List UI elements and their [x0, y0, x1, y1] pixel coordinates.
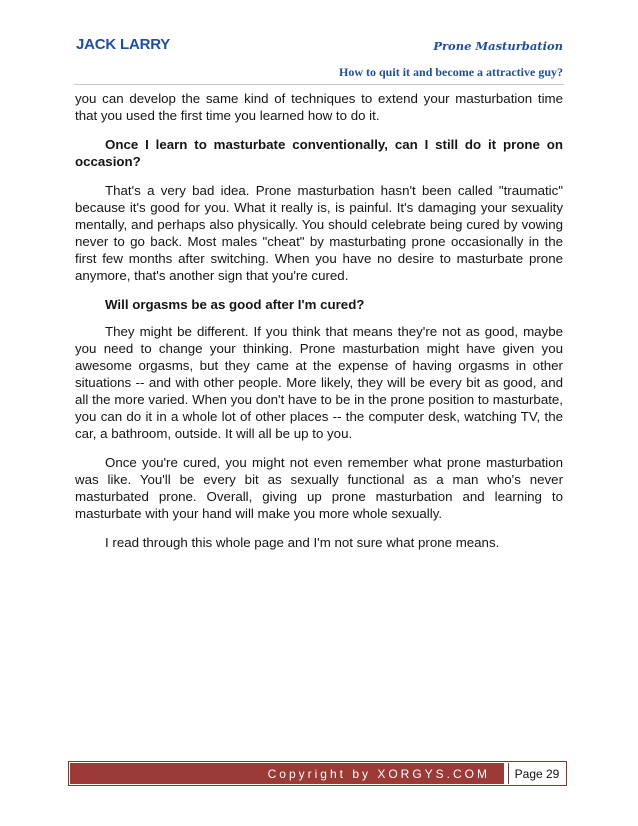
paragraph-answer-1: That's a very bad idea. Prone masturbation hasn't been called "traumatic" because it's good for you. What it really is, is painful. It's damaging your sexuality mentally, and perhaps also physically. You should celebrate being cured by vowing never to go back. Most males "cheat" by masturbating prone occasionally in the first few months after switching. When you have no desire to masturbate prone anymore, that's another sign that you're cured. — [75, 183, 563, 283]
page-footer — [68, 761, 567, 786]
header-rule — [74, 84, 564, 85]
paragraph-continuation: you can develop the same kind of techniques to extend your masturbation time that you used the first time you learned how to do it. — [75, 91, 563, 123]
footer-copyright: Copyright by XORGYS.COM — [70, 763, 504, 784]
paragraph-closing: I read through this whole page and I'm not sure what prone means. — [105, 535, 500, 550]
question-heading-prone-occasion: Once I learn to masturbate conventionally, can I still do it prone on occasion? — [75, 137, 563, 169]
header-subtitle: How to quit it and become a attractive guy? — [339, 65, 563, 79]
footer-inner — [70, 763, 565, 784]
header-author: JACK LARRY — [76, 36, 171, 53]
header-title: Prone Masturbation — [433, 39, 563, 53]
paragraph-answer-2: They might be different. If you think that means they're not as good, maybe you need to change your thinking. Prone masturbation might have given you awesome orgasms, but they came at the expense of having orgasms in other situations -- and with other people. More likely, they will be every bit as good, and all the more varied. When you don't have to be in the prone position to masturbate, you can do it in a whole lot of other places -- the computer desk, watching TV, the car, a bathroom, outside. It will all be up to you. — [75, 324, 563, 441]
question-heading-orgasms: Will orgasms be as good after I'm cured? — [105, 297, 365, 312]
footer-page-number: Page 29 — [508, 763, 565, 784]
paragraph-answer-3: Once you're cured, you might not even remember what prone masturbation was like. You'll be every bit as sexually functional as a man who's never masturbated prone. Overall, giving up prone masturbation and learning to masturbate with your hand will make you more whole sexually. — [75, 455, 563, 521]
document-body — [75, 90, 563, 563]
